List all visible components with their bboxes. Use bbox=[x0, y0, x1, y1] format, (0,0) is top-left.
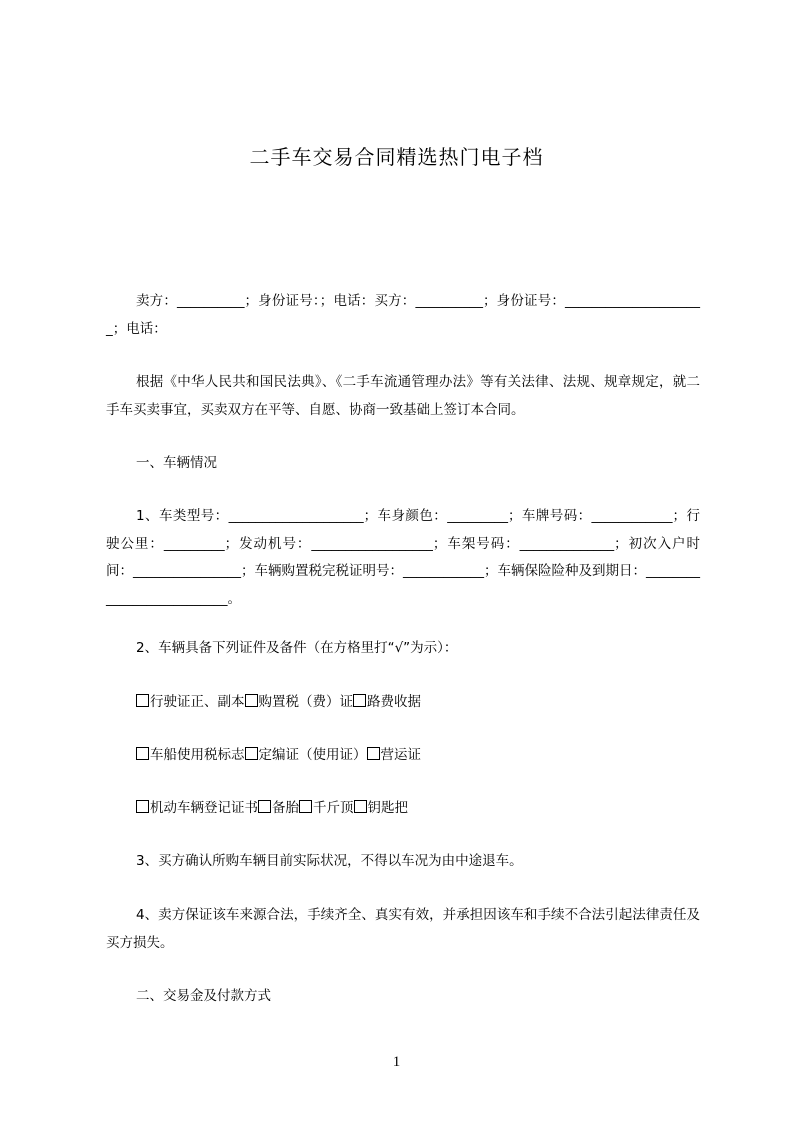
checkbox-row-3 bbox=[106, 795, 700, 823]
checkbox[interactable] bbox=[353, 694, 366, 707]
checkbox-label: 定编证（使用证） bbox=[258, 747, 367, 763]
checkbox[interactable] bbox=[299, 800, 312, 813]
item1-paragraph: 1、车类型号：____________________；车身颜色：_________；车牌号码：____________；行驶公里：_________；发动机号：__________________；车架号码：______________；初次入户时间：________________；车辆购置税完税证明号：____________；车辆保险险种及到期日：__________________________。 bbox=[106, 508, 700, 607]
checkbox-label: 备胎 bbox=[272, 800, 299, 816]
checkbox[interactable] bbox=[136, 800, 149, 813]
checkbox-label: 机动车辆登记证书 bbox=[150, 800, 258, 816]
parties-paragraph: 卖方：__________；身份证号：；电话：买方：__________；身份证号：_____________________；电话： bbox=[106, 293, 700, 337]
document-title: 二手车交易合同精选热门电子档 bbox=[249, 145, 544, 169]
item4-paragraph: 4、卖方保证该车来源合法，手续齐全、真实有效，并承担因该车和手续不合法引起法律责任及买方损失。 bbox=[106, 907, 700, 951]
item2-paragraph: 2、车辆具备下列证件及备件（在方格里打“√”为示）： bbox=[136, 640, 458, 656]
page-number: 1 bbox=[392, 1054, 401, 1070]
checkbox[interactable] bbox=[245, 747, 258, 760]
checkbox-row-1 bbox=[106, 689, 700, 717]
checkbox-label: 路费收据 bbox=[367, 694, 421, 710]
checkbox-label: 购置税（费）证 bbox=[258, 694, 353, 710]
preamble-paragraph: 根据《中华人民共和国民法典》、《二手车流通管理办法》等有关法律、法规、规章规定，就二手车买卖事宜，买卖双方在平等、自愿、协商一致基础上签订本合同。 bbox=[106, 374, 700, 418]
checkbox[interactable] bbox=[136, 694, 149, 707]
checkbox-row-2 bbox=[106, 742, 700, 770]
checkbox[interactable] bbox=[136, 747, 149, 760]
checkbox-label: 千斤顶 bbox=[313, 800, 354, 816]
checkbox[interactable] bbox=[245, 694, 258, 707]
checkbox-label: 营运证 bbox=[380, 747, 421, 763]
checkbox[interactable] bbox=[354, 800, 367, 813]
checkbox-label: 车船使用税标志 bbox=[150, 747, 245, 763]
section2-heading: 二、交易金及付款方式 bbox=[136, 988, 271, 1004]
item3-paragraph: 3、买方确认所购车辆目前实际状况，不得以车况为由中途退车。 bbox=[136, 853, 523, 869]
checkbox[interactable] bbox=[258, 800, 271, 813]
section1-heading: 一、车辆情况 bbox=[136, 455, 217, 471]
checkbox-label: 钥匙把 bbox=[367, 800, 408, 816]
checkbox[interactable] bbox=[367, 747, 380, 760]
checkbox-label: 行驶证正、副本 bbox=[150, 694, 245, 710]
